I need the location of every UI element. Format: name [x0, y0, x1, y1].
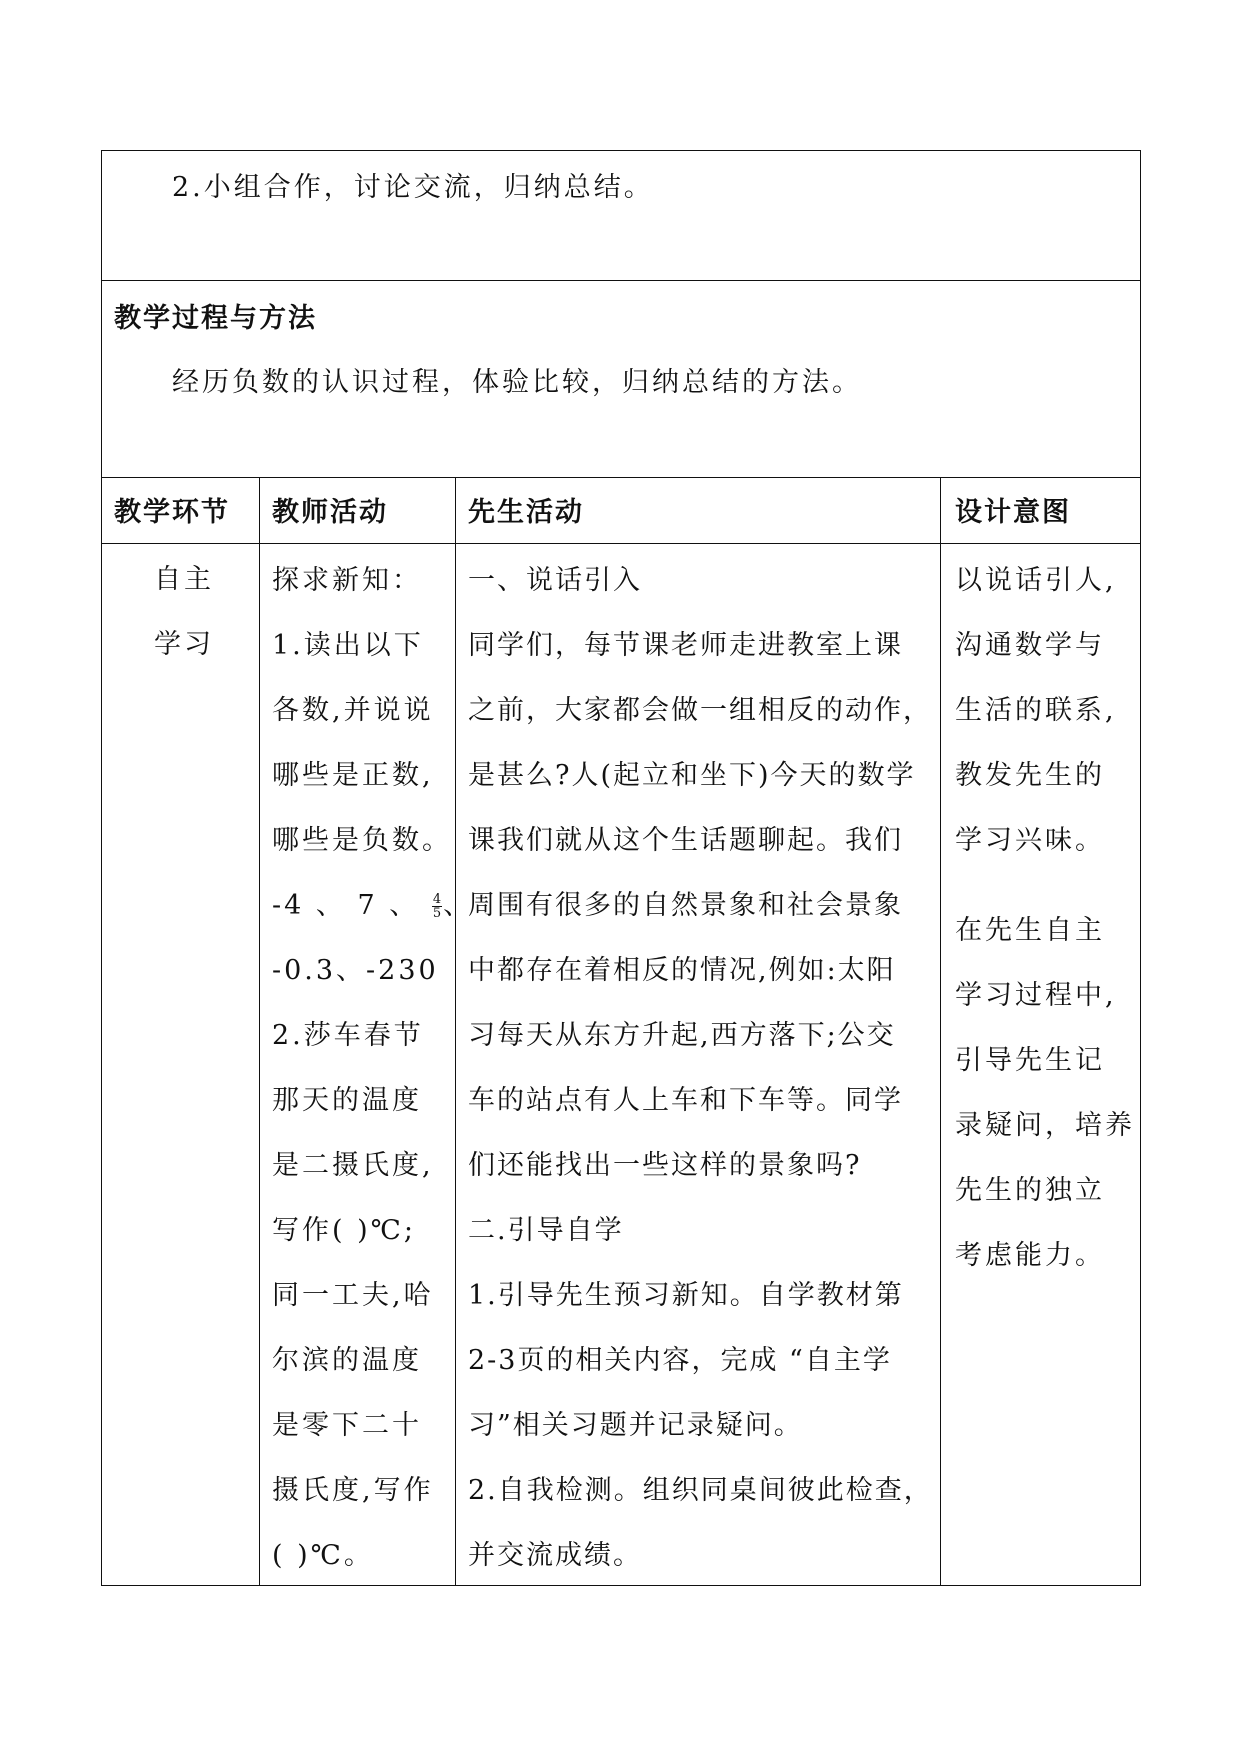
teacher-line: 各数,并说说: [272, 695, 434, 726]
teacher-line: 1.读出以下: [272, 630, 424, 661]
intent-block-a: [955, 548, 1117, 873]
fraction-denominator: 5: [432, 906, 442, 921]
stage-line-2: 学习: [154, 629, 214, 660]
student-line: 2.自我检测。组织同桌间彼此检查，: [468, 1475, 933, 1506]
teacher-line: 探求新知：: [272, 565, 422, 596]
student-line: 之前，大家都会做一组相反的动作，: [468, 695, 932, 726]
number-neg4: -4: [272, 890, 305, 921]
teacher-line: 同一工夫,哈: [272, 1280, 434, 1311]
fraction-numerator: 4: [432, 892, 442, 907]
teacher-line: 是二摄氏度,: [272, 1150, 434, 1181]
process-text: 经历负数的认识过程，体验比较，归纳总结的方法。: [172, 367, 862, 398]
process-heading: 教学过程与方法: [114, 303, 317, 334]
header-teacher: 教师活动: [272, 497, 388, 528]
student-line: 同学们，每节课老师走进教室上课: [468, 630, 903, 661]
row-divider-2: [101, 477, 1141, 478]
intent-block-b: [955, 898, 1135, 1288]
teacher-line: 尔滨的温度: [272, 1345, 422, 1376]
teacher-line: ( )℃。: [272, 1540, 374, 1571]
separator: 、: [315, 890, 346, 921]
fraction-four-fifths: [432, 893, 442, 920]
intent-line: 学习过程中,: [955, 980, 1117, 1011]
teacher-line: 那天的温度: [272, 1085, 422, 1116]
student-activity: [468, 548, 933, 1588]
teacher-line: -0.3、-230: [272, 955, 439, 986]
row-divider-1: [101, 280, 1141, 281]
teacher-line: 2.莎车春节: [272, 1020, 424, 1051]
student-line: 2-3页的相关内容，完成 “自主学: [468, 1345, 892, 1376]
student-line: 1.引导先生预习新知。自学教材第: [468, 1280, 904, 1311]
student-line: 习”相关习题并记录疑问。: [468, 1410, 803, 1441]
teacher-line: 写作( )℃;: [272, 1215, 416, 1246]
intent-line: 引导先生记: [955, 1045, 1105, 1076]
teacher-line: 哪些是负数。: [272, 825, 452, 856]
header-intent: 设计意图: [955, 497, 1071, 528]
student-line: 一、说话引入: [468, 565, 642, 596]
col-divider-1: [259, 477, 260, 1586]
col-divider-3: [940, 477, 941, 1586]
student-line: 课我们就从这个生话题聊起。我们: [468, 825, 903, 856]
intent-line: 生活的联系,: [955, 695, 1117, 726]
teacher-line: 摄氏度,写作: [272, 1475, 434, 1506]
separator: 、: [389, 890, 420, 921]
row-divider-3: [101, 543, 1141, 544]
intent-line: 录疑问，培养: [955, 1110, 1135, 1141]
separator: 、: [443, 890, 474, 921]
intent-line: 学习兴味。: [955, 825, 1105, 856]
header-student: 先生活动: [468, 497, 584, 528]
teacher-line: 哪些是正数,: [272, 760, 434, 791]
intent-line: 教发先生的: [955, 760, 1105, 791]
student-line: 车的站点有人上车和下车等。同学: [468, 1085, 903, 1116]
teacher-line: 是零下二十: [272, 1410, 422, 1441]
student-line: 周围有很多的自然景象和社会景象: [468, 890, 903, 921]
intent-line: 以说话引人,: [955, 565, 1117, 596]
objective-item-2: 2.小组合作，讨论交流，归纳总结。: [172, 172, 654, 203]
student-line: 中都存在着相反的情况,例如:太阳: [468, 955, 896, 986]
teacher-activity: [272, 548, 473, 1588]
teacher-number-list: [272, 873, 473, 938]
header-stage: 教学环节: [114, 497, 230, 528]
student-line: 二.引导自学: [468, 1215, 624, 1246]
student-line: 们还能找出一些这样的景象吗?: [468, 1150, 862, 1181]
student-line: 习每天从东方升起,西方落下;公交: [468, 1020, 896, 1051]
intent-line: 沟通数学与: [955, 630, 1105, 661]
student-line: 是甚么?人(起立和坐下)今天的数学: [468, 760, 916, 791]
number-7: 7: [357, 890, 378, 921]
intent-line: 先生的独立: [955, 1175, 1105, 1206]
intent-line: 考虑能力。: [955, 1240, 1105, 1271]
stage-line-1: 自主: [154, 564, 214, 595]
intent-line: 在先生自主: [955, 915, 1105, 946]
student-line: 并交流成绩。: [468, 1540, 642, 1571]
